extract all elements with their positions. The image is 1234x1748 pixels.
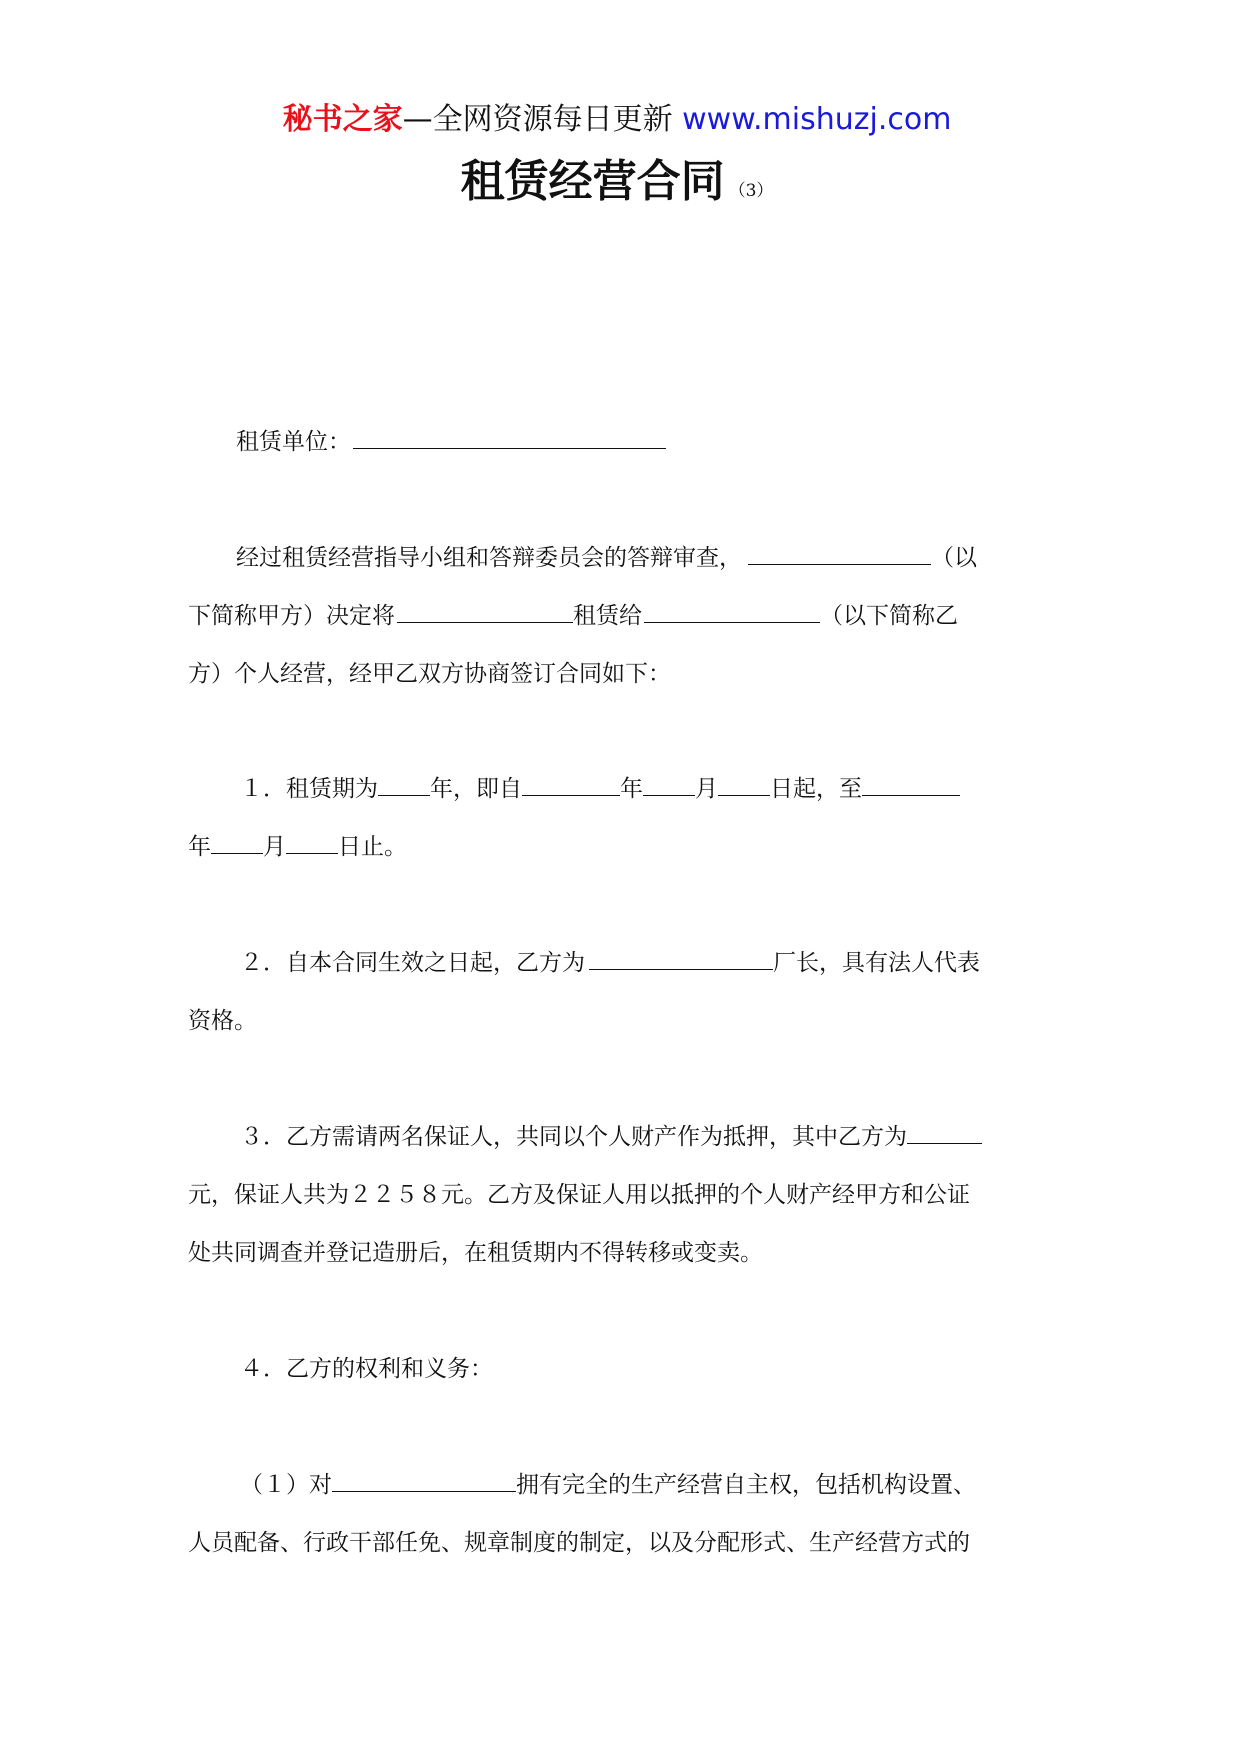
paragraph-intro-line-3 bbox=[188, 659, 671, 689]
blank-field[interactable] bbox=[353, 428, 666, 449]
clause-text: ３．乙方需请两名保证人，共同以个人财产作为抵押，其中乙方为 bbox=[240, 1124, 907, 1150]
blank-field[interactable] bbox=[397, 602, 573, 623]
blank-field[interactable] bbox=[907, 1123, 982, 1144]
intro-text: 方）个人经营，经甲乙双方协商签订合同如下： bbox=[188, 661, 671, 687]
blank-field[interactable] bbox=[378, 775, 430, 796]
clause-3-line-2 bbox=[188, 1180, 970, 1210]
blank-field[interactable] bbox=[286, 833, 338, 854]
paragraph-intro-line-1 bbox=[236, 543, 977, 573]
clause-text: １．租赁期为 bbox=[240, 776, 378, 802]
clause-3-line-1 bbox=[240, 1122, 982, 1152]
clause-3-line-3 bbox=[188, 1238, 763, 1268]
clause-text: 年 bbox=[620, 776, 643, 802]
clause-1-line-2 bbox=[188, 832, 407, 862]
blank-field[interactable] bbox=[748, 544, 931, 565]
clause-text: ２．自本合同生效之日起，乙方为 bbox=[240, 950, 585, 976]
blank-field[interactable] bbox=[718, 775, 770, 796]
clause-text: 拥有完全的生产经营自主权，包括机构设置、 bbox=[516, 1472, 976, 1498]
line-lessee-unit bbox=[236, 427, 666, 457]
clause-text: 日起，至 bbox=[770, 776, 862, 802]
blank-field[interactable] bbox=[522, 775, 620, 796]
clause-4-heading bbox=[240, 1354, 493, 1384]
clause-text: 月 bbox=[263, 834, 286, 860]
intro-text: 租赁给 bbox=[573, 603, 642, 629]
blank-field[interactable] bbox=[332, 1471, 516, 1492]
clause-text: 年，即自 bbox=[430, 776, 522, 802]
document-number: （3） bbox=[728, 181, 774, 201]
lessee-unit-label: 租赁单位： bbox=[236, 429, 351, 455]
clause-1-line-1 bbox=[240, 774, 960, 804]
page-title bbox=[0, 152, 1234, 221]
clause-4-1-line-1 bbox=[240, 1470, 976, 1500]
site-url-link[interactable]: www.mishuzj.com bbox=[682, 102, 952, 137]
clause-text: 月 bbox=[695, 776, 718, 802]
blank-field[interactable] bbox=[211, 833, 263, 854]
blank-field[interactable] bbox=[644, 602, 820, 623]
clause-2-line-2 bbox=[188, 1006, 257, 1036]
blank-field[interactable] bbox=[862, 775, 960, 796]
document-title: 租赁经营合同 bbox=[460, 156, 725, 207]
clause-text: 人员配备、行政干部任免、规章制度的制定，以及分配形式、生产经营方式的 bbox=[188, 1530, 970, 1556]
site-brand: 秘书之家 bbox=[282, 102, 403, 137]
clause-text: 资格。 bbox=[188, 1008, 257, 1034]
intro-text: 经过租赁经营指导小组和答辩委员会的答辩审查， bbox=[236, 545, 742, 571]
clause-text: 处共同调查并登记造册后，在租赁期内不得转移或变卖。 bbox=[188, 1240, 763, 1266]
clause-text: 厂长，具有法人代表 bbox=[773, 950, 980, 976]
clause-4-1-line-2 bbox=[188, 1528, 970, 1558]
intro-text: （以 bbox=[931, 545, 977, 571]
site-header bbox=[0, 100, 1234, 140]
blank-field[interactable] bbox=[589, 949, 773, 970]
clause-text: （１）对 bbox=[240, 1472, 332, 1498]
clause-text: ４．乙方的权利和义务： bbox=[240, 1356, 493, 1382]
blank-field[interactable] bbox=[643, 775, 695, 796]
paragraph-intro-line-2 bbox=[188, 601, 958, 631]
clause-2-line-1 bbox=[240, 948, 980, 978]
clause-text: 年 bbox=[188, 834, 211, 860]
site-slogan: —全网资源每日更新 bbox=[402, 102, 673, 137]
clause-text: 日止。 bbox=[338, 834, 407, 860]
intro-text: 下简称甲方）决定将 bbox=[188, 603, 395, 629]
clause-text: 元，保证人共为２２５８元。乙方及保证人用以抵押的个人财产经甲方和公证 bbox=[188, 1182, 970, 1208]
intro-text: （以下简称乙 bbox=[820, 603, 958, 629]
